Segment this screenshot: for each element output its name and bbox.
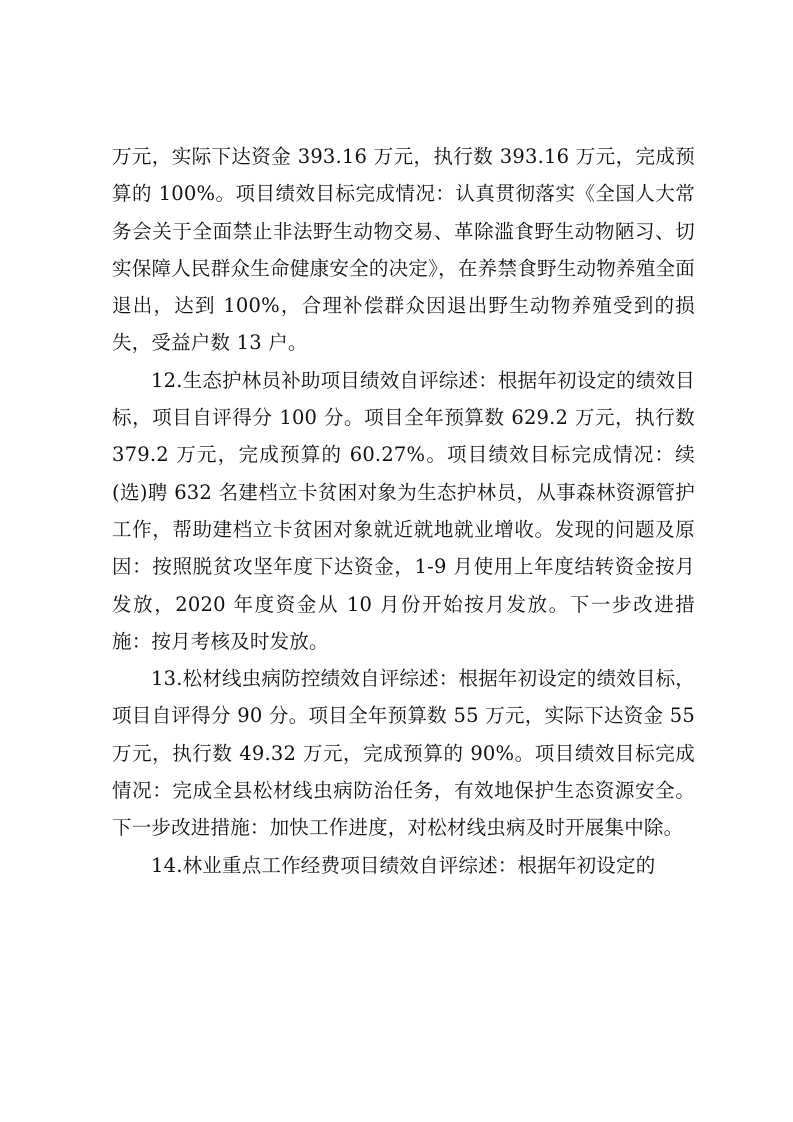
paragraph-item-14: 14.林业重点工作经费项目绩效自评综述：根据年初设定的 xyxy=(151,853,656,877)
paragraph-item-13: 13.松材线虫病防控绩效自评综述：根据年初设定的绩效目标，项目自评得分 90 分。项目全年预算数 55 万元，实际下达资金 55 万元，执行数 49.32 万元，完成预算的 90%。项目绩效目标完成情况：完成全县松材线虫病防治任务，有效地保护生态资源安全。下一步改进措施：加快工作进度，对松材线虫病及时开展集中除。 xyxy=(112,667,695,840)
document-page xyxy=(112,138,695,884)
paragraph-item-12: 12.生态护林员补助项目绩效自评综述：根据年初设定的绩效目标，项目自评得分 100 分。项目全年预算数 629.2 万元，执行数 379.2 万元，完成预算的 60.27%。项目绩效目标完成情况：续(选)聘 632 名建档立卡贫困对象为生态护林员，从事森林资源管护工作，帮助建档立卡贫困对象就近就地就业增收。发现的问题及原因：按照脱贫攻坚年度下达资金，1-9 月使用上年度结转资金按月发放，2020 年度资金从 10 月份开始按月发放。下一步改进措施：按月考核及时发放。 xyxy=(112,368,695,653)
paragraph-continuation: 万元，实际下达资金 393.16 万元，执行数 393.16 万元，完成预算的 100%。项目绩效目标完成情况：认真贯彻落实《全国人大常务会关于全面禁止非法野生动物交易、革除滥食野生动物陋习、切实保障人民群众生命健康安全的决定》，在养禁食野生动物养殖全面退出，达到 100%，合理补偿群众因退出野生动物养殖受到的损失，受益户数 13 户。 xyxy=(112,145,695,355)
